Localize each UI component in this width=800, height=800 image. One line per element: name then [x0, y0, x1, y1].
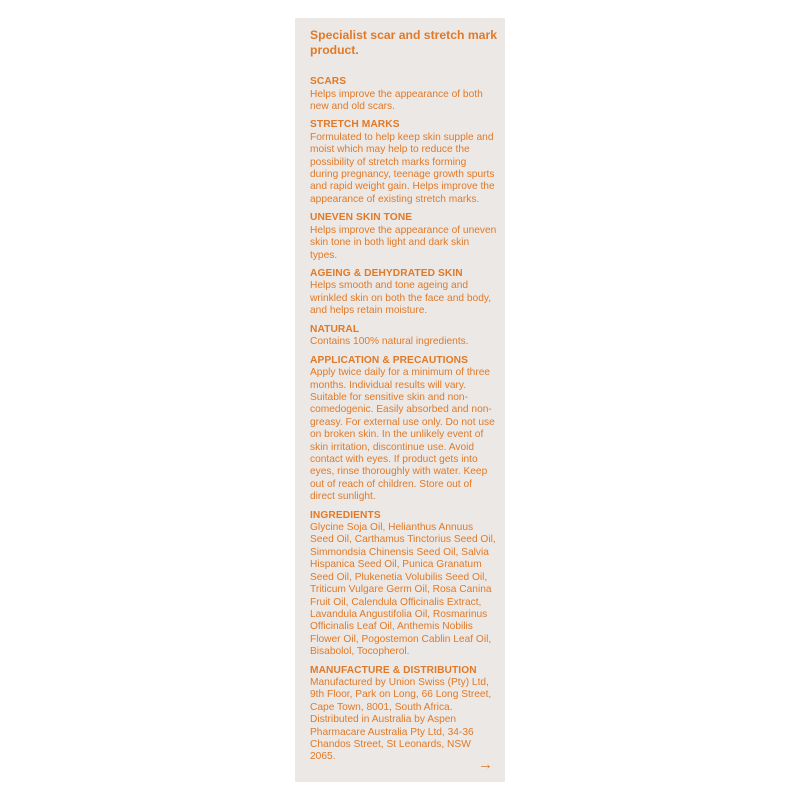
section-title: SCARS: [310, 76, 347, 87]
section-body: Formulated to help keep skin supple and moist which may help to reduce the possibility of stretch marks forming during pregnancy, teenage growth spurts and rapid weight gain. Helps improve the appearance of existing stretch marks.: [310, 131, 495, 205]
section-title: AGEING & DEHYDRATED SKIN: [310, 267, 463, 279]
section-body: Helps improve the appearance of both new and old scars.: [310, 88, 483, 112]
section-scars: [310, 76, 497, 113]
section-title: INGREDIENTS: [310, 509, 381, 521]
section-body: Manufactured by Union Swiss (Pty) Ltd, 9th Floor, Park on Long, 66 Long Street, Cape Town, 8001, South Africa. Distributed in Australia by Aspen Pharmacare Australia Pty Ltd, 34-36 Chandos Street, St Leonards, NSW 2065.: [310, 677, 492, 763]
section-stretch-marks: [310, 119, 497, 206]
section-body: Apply twice daily for a minimum of three months. Individual results will vary. Suitable for sensitive skin and non-comedogenic. Easily absorbed and non-greasy. For external use only. Do not use on broken skin. In the unlikely event of skin irritation, discontinue use. Avoid contact with eyes. If product gets into eyes, rinse thoroughly with water. Keep out of reach of children. Store out of direct sunlight.: [310, 367, 495, 503]
section-title: MANUFACTURE & DISTRIBUTION: [310, 664, 477, 676]
section-body: Helps smooth and tone ageing and wrinkled skin on both the face and body, and helps retain moisture.: [310, 280, 492, 317]
section-natural: [310, 324, 497, 349]
section-body: Contains 100% natural ingredients.: [310, 336, 469, 348]
section-uneven-skin-tone: [310, 212, 497, 262]
arrow-right-icon: →: [478, 756, 493, 773]
section-ageing: [310, 268, 497, 318]
section-body: Glycine Soja Oil, Helianthus Annuus Seed Oil, Carthamus Tinctorius Seed Oil, Simmondsia Chinensis Seed Oil, Salvia Hispanica Seed Oil, Punica Granatum Seed Oil, Plukenetia Volubilis Seed Oil, Triticum Vulgare Germ Oil, Rosa Canina Fruit Oil, Calendula Officinalis Extract, Lavandula Angustifolia Oil, Rosmarinus Officinalis Leaf Oil, Anthemis Nobilis Flower Oil, Pogostemon Cablin Leaf Oil, Bisabolol, Tocopherol.: [310, 522, 496, 658]
section-title: APPLICATION & PRECAUTIONS: [310, 354, 468, 366]
section-manufacture: [310, 665, 497, 764]
section-application: [310, 355, 497, 504]
section-title: STRETCH MARKS: [310, 119, 400, 131]
section-title: NATURAL: [310, 323, 360, 335]
headline: Specialist scar and stretch mark product.: [310, 28, 497, 57]
section-body: Helps improve the appearance of uneven skin tone in both light and dark skin types.: [310, 224, 497, 261]
section-title: UNEVEN SKIN TONE: [310, 212, 413, 224]
product-info-panel: [295, 18, 505, 782]
section-ingredients: [310, 510, 497, 659]
